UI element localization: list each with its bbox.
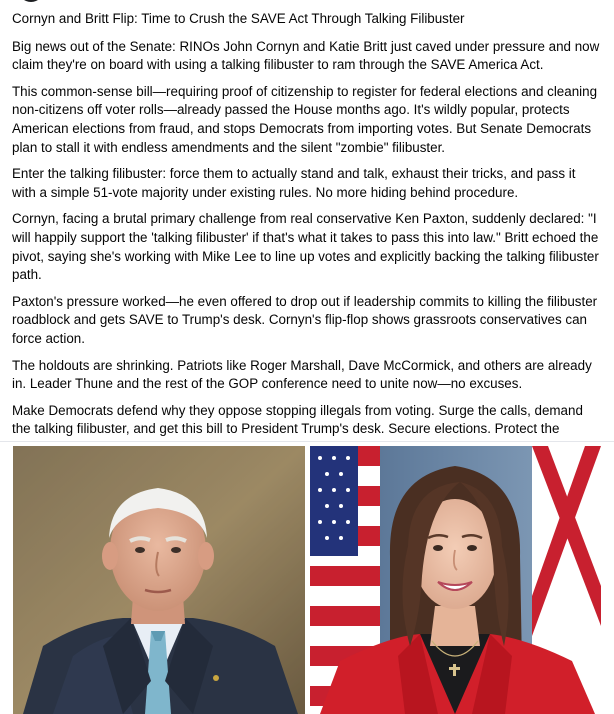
post-paragraph-7: Make Democrats defend why they oppose stopping illegals from voting. Surge the calls, demand the talking filibuster, and get this bill to President Trump's desk. Secure elections. Protect the — [12, 402, 583, 437]
post-paragraph-4: Cornyn, facing a brutal primary challenge from real conservative Ken Paxton, suddenly declared: "I will happily support the 'talking filibuster' if that's what it takes to pass this into law." Britt echoed the pivot, saying she's working with Mike Lee to line up votes and explicitly backing the talking filibuster path. — [12, 211, 599, 283]
portrait-man-suit-icon — [13, 446, 305, 714]
post-paragraph-2: This common-sense bill—requiring proof of citizenship to register for federal elections and cleaning non-citizens off voter rolls—already passed the House months ago. It's wildly popular, protects American elections from fraud, and stops Democrats from importing votes. But Senate Democrats plan to stall it with endless amendments and the silent "zombie" filibuster. — [12, 83, 598, 155]
post-text — [12, 10, 602, 465]
post-paragraph-1: Big news out of the Senate: RINOs John Cornyn and Katie Britt just caved under pressure and now claim they're on board with using a talking filibuster to ram through the SAVE America Act. — [12, 38, 600, 73]
photo-right[interactable] — [310, 446, 601, 714]
photo-left[interactable] — [13, 446, 305, 714]
author-avatar[interactable] — [18, 0, 44, 2]
post-paragraph-5: Paxton's pressure worked—he even offered to drop out if leadership commits to killing the filibuster roadblock and gets SAVE to Trump's desk. Cornyn's flip-flop shows grassroots conservatives can force action. — [12, 293, 598, 346]
post-paragraph-6: The holdouts are shrinking. Patriots like Roger Marshall, Dave McCormick, and others are already in. Leader Thune and the rest of the GOP conference need to unite now—no excuses. — [12, 357, 592, 392]
photo-grid — [0, 441, 614, 714]
post-title: Cornyn and Britt Flip: Time to Crush the SAVE Act Through Talking Filibuster — [12, 11, 465, 26]
portrait-woman-red-jacket-icon — [310, 446, 601, 714]
post-paragraph-3: Enter the talking filibuster: force them to actually stand and talk, exhaust their tricks, and pass it with a simple 51-vote majority under existing rules. No more hiding behind procedure. — [12, 166, 576, 200]
